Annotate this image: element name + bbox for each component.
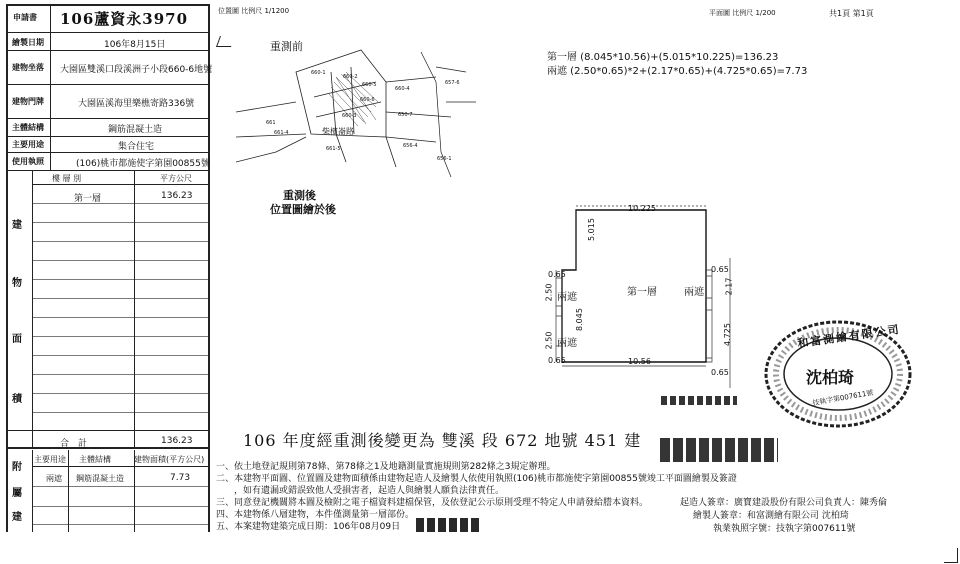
page-indicator: 共1頁 第1頁 bbox=[829, 9, 874, 18]
permit-label: 申請書 bbox=[13, 13, 37, 22]
note-item: 三、同意登記機關將本圖及檢附之電子檔資料建檔保管，及依登記公示原則受理不特定人申請發給謄本資料。 bbox=[216, 498, 649, 508]
dim-left-250-a: 2.50 bbox=[544, 283, 554, 302]
parcel-number: 660-1 bbox=[311, 70, 326, 76]
area-side-char: 面 bbox=[12, 334, 22, 345]
annex-col-use: 主要用途 bbox=[34, 455, 66, 464]
dim-left-065-b: 0.65 bbox=[548, 356, 566, 365]
stamp-ring-text: 和富測繪有限公司 bbox=[796, 322, 902, 351]
parcel-number: 660-2 bbox=[343, 74, 358, 80]
drafter-signature: 繪製人簽章：和富測繪有限公司 沈柏琦 bbox=[693, 511, 849, 521]
parcel-number: 660-6 bbox=[360, 97, 375, 103]
after-label-2: 位置圖繪於後 bbox=[270, 203, 336, 216]
col-floor-header: 樓 層 別 bbox=[52, 174, 82, 183]
dim-right-065-a: 0.65 bbox=[711, 265, 729, 274]
annex-side-char: 附 bbox=[12, 462, 22, 473]
date-label: 繪製日期 bbox=[12, 38, 44, 47]
dim-left-065-a: 0.65 bbox=[548, 270, 566, 279]
parcel-number: 661-5 bbox=[326, 146, 341, 152]
doorplate-label: 建物門牌 bbox=[12, 97, 44, 106]
scan-smudge bbox=[660, 438, 778, 462]
annex-col-structure: 主體結構 bbox=[79, 455, 111, 464]
area-row-value: 136.23 bbox=[161, 191, 193, 201]
parcel-number: 656-4 bbox=[403, 143, 418, 149]
dim-right-217: 2.17 bbox=[724, 277, 734, 296]
parcel-number: 656-1 bbox=[437, 156, 452, 162]
before-label: 重測前 bbox=[270, 40, 303, 53]
permit-number: 106蘆資永3970 bbox=[60, 10, 189, 28]
balcony-label-right: 兩遮 bbox=[684, 287, 704, 298]
balcony-label-left-top: 兩遮 bbox=[557, 292, 577, 303]
annex-side-char: 建 bbox=[12, 512, 22, 523]
area-side-char: 物 bbox=[12, 278, 22, 289]
dim-left-250-b: 2.50 bbox=[544, 331, 554, 350]
area-row-floor: 第一層 bbox=[74, 194, 102, 204]
parcel-number: 660-3 bbox=[342, 113, 357, 119]
location-plan-label: 位置圖 比例尺 1/1200 bbox=[218, 7, 290, 15]
room-label: 第一層 bbox=[627, 287, 657, 298]
building-label: 柴檳崙路 bbox=[322, 127, 354, 136]
floor-plan-label: 平面圖 比例尺 1/200 bbox=[709, 9, 776, 17]
balcony-label-left-bottom: 兩遮 bbox=[557, 338, 577, 349]
date-value: 106年8月15日 bbox=[104, 40, 166, 50]
parcel-number: 650-7 bbox=[398, 112, 413, 118]
use-label: 主要用途 bbox=[12, 140, 44, 149]
dim-right-4725: 4.725 bbox=[722, 323, 732, 346]
stamp-sub: 技執字第007611號 bbox=[811, 388, 874, 408]
structure-label: 主體結構 bbox=[12, 123, 44, 132]
annex-side-char: 屬 bbox=[12, 488, 22, 499]
parcel-number: 661 bbox=[266, 120, 276, 126]
total-label: 合 計 bbox=[60, 439, 88, 449]
dim-top: 10.225 bbox=[628, 204, 656, 213]
license-value: (106)桃市都施使字第園00855號 bbox=[76, 159, 210, 169]
corner-tick bbox=[944, 562, 958, 563]
area-table bbox=[6, 170, 209, 448]
annex-row-use: 兩遮 bbox=[46, 474, 62, 483]
area-formula-2: 兩遮 (2.50*0.65)*2+(2.17*0.65)+(4.725*0.65)=7.73 bbox=[547, 66, 808, 77]
after-label-1: 重測後 bbox=[283, 189, 316, 202]
note-item: ，如有遺漏或錯誤致他人受損害者，起造人與繪製人願負法律責任。 bbox=[216, 486, 505, 496]
note-item: 一、依土地登記規則第78條、第78條之1及地籍測量實施規則第282條之3規定辦理。 bbox=[216, 462, 556, 472]
dim-left-mid: 8.045 bbox=[574, 308, 584, 331]
scan-smudge bbox=[416, 518, 482, 532]
site-label: 建物坐落 bbox=[12, 63, 44, 72]
scan-smudge bbox=[661, 396, 737, 405]
dim-upper-left: 5.015 bbox=[586, 218, 596, 241]
builder-signature: 起造人簽章：廣寶建設股份有限公司負責人：陳秀倫 bbox=[680, 498, 888, 508]
license-label: 使用執照 bbox=[12, 157, 44, 166]
total-value: 136.23 bbox=[161, 436, 193, 446]
dim-bottom: 10.56 bbox=[628, 357, 651, 366]
corner-mark bbox=[216, 36, 235, 47]
area-side-char: 積 bbox=[12, 394, 22, 405]
area-side-char: 建 bbox=[12, 220, 22, 231]
annex-row-area: 7.73 bbox=[170, 473, 191, 483]
note-item: 二、本建物平面圖、位置圖及建物面積係由建物起造人及繪製人依使用執照(106)桃市都施使字第園00855號竣工平面圖繪製及簽證 bbox=[216, 474, 737, 484]
annex-row-structure: 鋼筋混凝土造 bbox=[76, 474, 124, 483]
use-value: 集合住宅 bbox=[118, 142, 155, 152]
structure-value: 鋼筋混凝土造 bbox=[108, 125, 163, 135]
parcel-number: 661-4 bbox=[274, 130, 289, 136]
handwritten-reassignment-line: 106 年度經重測後變更為 雙溪 段 672 地號 451 建 bbox=[243, 431, 642, 450]
note-item: 四、本建物係八層建物，本件僅測量第一層部份。 bbox=[216, 510, 415, 520]
dim-right-065-b: 0.65 bbox=[711, 368, 729, 377]
doorplate-value: 大園區溪海里樂樵寄路336號 bbox=[78, 99, 195, 109]
parcel-number: 657-6 bbox=[445, 80, 460, 86]
note-item: 五、本案建物建築完成日期：106年08月09日 bbox=[216, 522, 401, 532]
license-number: 執業執照字號：技執字第007611號 bbox=[713, 524, 856, 534]
parcel-number: 660-5 bbox=[362, 82, 377, 88]
area-formula-1: 第一層 (8.045*10.56)+(5.015*10.225)=136.23 bbox=[547, 52, 779, 63]
site-value: 大園區雙溪口段溪洲子小段660-6地號 bbox=[60, 65, 213, 75]
annex-col-area: 建物面積(平方公尺) bbox=[134, 455, 205, 464]
corner-tick bbox=[957, 548, 958, 562]
col-area-header: 平方公尺 bbox=[160, 174, 192, 183]
stamp-name: 沈柏琦 bbox=[806, 368, 855, 387]
parcel-number: 660-4 bbox=[395, 86, 410, 92]
